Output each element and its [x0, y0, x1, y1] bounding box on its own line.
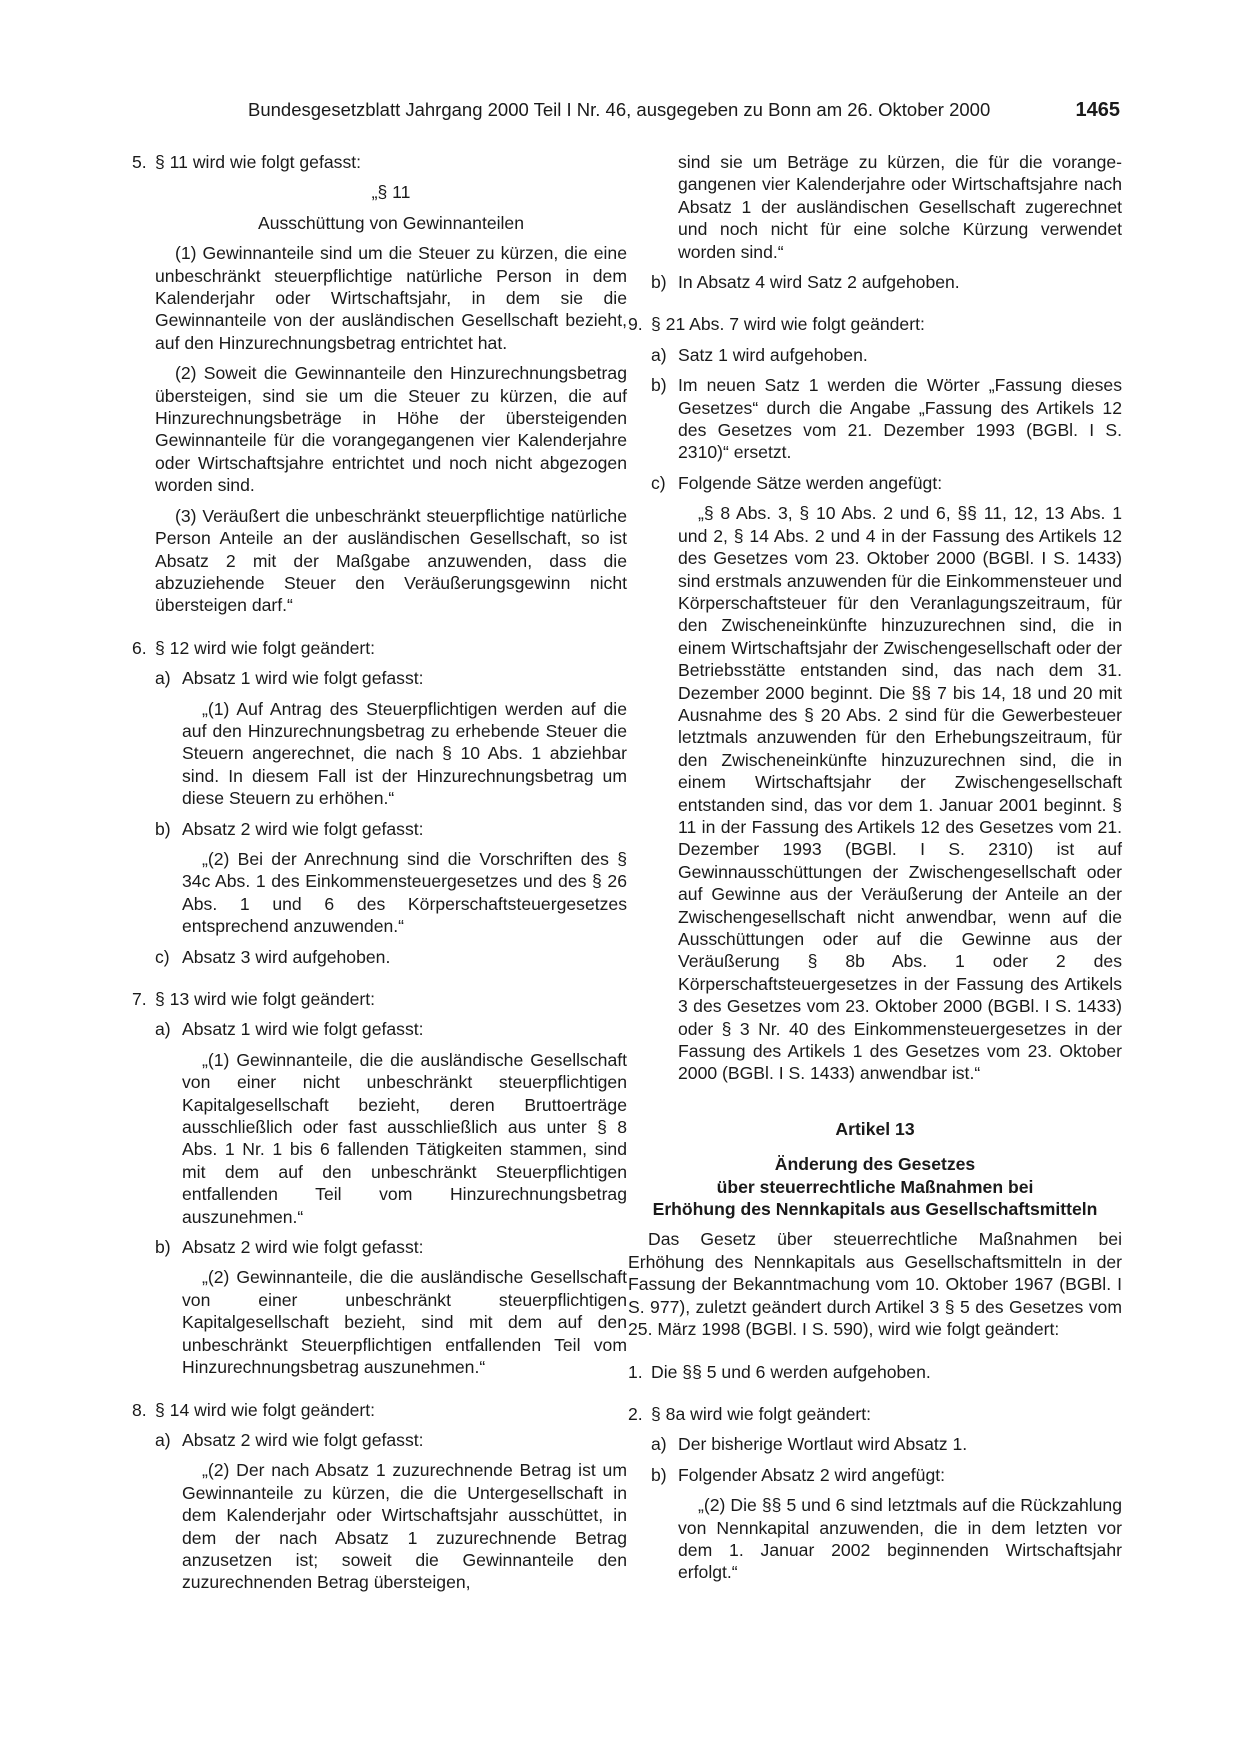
item-9 — [628, 313, 1122, 335]
item-text: § 12 wird wie folgt geändert: — [155, 637, 376, 658]
subitem-label: a) — [155, 1429, 171, 1450]
subitem-a — [132, 1018, 627, 1040]
subitem-text: In Absatz 4 wird Satz 2 aufgehoben. — [678, 272, 960, 293]
quoted-text: „(2) Der nach Absatz 1 zuzurechnende Betrag ist um Gewinnanteile zu kürzen, die die Untergesellschaft in dem Kalenderjahr oder Wirtschaftsjahr ausschüttet, in dem der nach Absatz 1 zuzurechnende Betrag anzusetzen ist; soweit die Gewinnanteile den zuzurechnenden Betrag übersteigen, — [182, 1460, 627, 1593]
subitem-b — [628, 1464, 1122, 1486]
subitem-b — [132, 1236, 627, 1258]
art13-item-2 — [628, 1403, 1122, 1425]
page-header — [248, 99, 1120, 129]
subitem-label: a) — [651, 1434, 667, 1455]
subitem-text: Absatz 3 wird aufgehoben. — [182, 946, 391, 967]
section-11-abs-2: (2) Soweit die Gewinnanteile den Hinzurechnungsbetrag übersteigen, sind sie um die Steuer zu kürzen, die auf Hinzurechnungsbeträge in Höhe der übersteigenden Gewinnanteile für die vorangegangenen vier Kalenderjahre oder Wirtschaftsjahre entrichtet und noch nicht abgezogen worden sind. — [155, 363, 627, 496]
item-7 — [132, 988, 627, 1010]
subitem-text: Absatz 1 wird wie folgt gefasst: — [182, 668, 424, 689]
item-8 — [132, 1399, 627, 1421]
quoted-text: „(2) Die §§ 5 und 6 sind letztmals auf die Rückzahlung von Nennkapital anzuwenden, die in dem letzten vor dem 1. Januar 2002 beginnenden Wirtschaftsjahr erfolgt.“ — [678, 1495, 1122, 1583]
item-number: 8. — [132, 1399, 147, 1420]
subitem-a — [628, 344, 1122, 366]
item-number: 5. — [132, 152, 147, 172]
article-label: Artikel 13 — [835, 1118, 915, 1139]
quoted-text: „(2) Gewinnanteile, die die ausländische Gesellschaft von einer unbeschränkt steuerpflichtigen Kapitalgesellschaft bezieht, sind mit dem auf den unbeschränkt Steuerpflichtigen entfallenden Teil vom Hinzurechnungsbetrag auszunehmen.“ — [182, 1267, 627, 1378]
subitem-label: b) — [651, 375, 667, 396]
subitem-a — [132, 667, 627, 689]
subitem-label: c) — [651, 472, 666, 493]
page-number: 1465 — [1075, 99, 1120, 121]
subitem-text: Absatz 2 wird wie folgt gefasst: — [182, 818, 424, 839]
item-number: 6. — [132, 637, 147, 658]
subitem-c — [628, 472, 1122, 494]
article-title-line-1: Änderung des Gesetzes — [774, 1154, 976, 1175]
item-5 — [132, 151, 627, 173]
paragraph-heading: Ausschüttung von Gewinnanteilen — [257, 212, 525, 233]
subitem-text: Satz 1 wird aufgehoben. — [678, 344, 868, 365]
item-number: 9. — [628, 314, 643, 335]
item-text: Die §§ 5 und 6 werden aufgehoben. — [651, 1361, 931, 1382]
subitem-label: b) — [155, 1237, 171, 1258]
subitem-c — [132, 946, 627, 968]
subitem-b — [628, 374, 1122, 464]
subitem-a — [132, 1429, 627, 1451]
article-title-line-2: über steuerrechtliche Maßnahmen bei — [716, 1176, 1034, 1197]
quoted-text: „§ 8 Abs. 3, § 10 Abs. 2 und 6, §§ 11, 12, 13 Abs. 1 und 2, § 14 Abs. 2 und 4 in der Fassung des Artikels 12 des Gesetzes vom 23. Oktober 2000 (BGBl. I S. 1433) sind erstmals anzuwenden für die Einkommensteuer und Körperschaftsteuer für den Veranlagungszeitraum, für den Zwischeneinkünfte hinzuzurechnen sind, die in einem Wirtschaftsjahr der Zwischengesellschaft oder der Betriebsstätte entstanden sind, das nach dem 31. Dezember 2000 beginnt. Die §§ 7 bis 14, 18 und 20 mit Ausnahme des § 20 Abs. 2 sind für die Gewerbesteuer letztmals anzuwenden für den Erhebungszeitraum, für den Zwischeneinkünfte hinzuzurechnen sind, die in einem Wirtschaftsjahr der Zwischengesellschaft entstanden sind, das vor dem 1. Januar 2001 beginnt. § 11 in der Fassung des Artikels 12 des Gesetzes vom 21. Dezember 1993 (BGBl. I S. 2310) ist auf Gewinnausschüttungen der Zwischengesellschaft oder auf Gewinne aus der Veräußerung der Anteile an der Zwischengesellschaft nicht anwendbar, wenn auf die Ausschüttungen oder auf die Gewinne aus der Veräußerung § 8b Abs. 1 oder 2 des Körperschaftsteuergesetzes in der Fassung des Artikels 3 des Gesetzes vom 23. Oktober 2000 (BGBl. I S. 1433) oder § 3 Nr. 40 des Einkommensteuergesetzes in der Fassung des Artikels 1 des Gesetzes vom 23. Oktober 2000 (BGBl. I S. 1433) anwendbar ist.“ — [678, 503, 1122, 1084]
subitem-text: Absatz 2 wird wie folgt gefasst: — [182, 1429, 424, 1450]
subitem-text: Absatz 1 wird wie folgt gefasst: — [182, 1019, 424, 1040]
subitem-text: Der bisherige Wortlaut wird Absatz 1. — [678, 1434, 968, 1455]
left-column — [132, 151, 627, 1594]
subitem-b — [628, 271, 1122, 293]
item-number: 7. — [132, 989, 147, 1009]
subitem-text: Absatz 2 wird wie folgt gefasst: — [182, 1237, 424, 1258]
section-11-abs-3: (3) Veräußert die unbeschränkt steuerpflichtige natürliche Person Anteile an der ausländischen Gesellschaft, so ist Absatz 2 mit der Maßgabe anzuwenden, dass die abzuziehende Steuer den Veräußerungsgewinn nicht übersteigen darf.“ — [155, 505, 627, 616]
item-text: § 14 wird wie folgt geändert: — [155, 1399, 376, 1420]
subitem-label: b) — [155, 818, 171, 839]
subitem-b — [132, 818, 627, 840]
paragraph-title: „§ 11 — [371, 182, 411, 203]
item-text: § 11 wird wie folgt gefasst: — [155, 152, 362, 172]
quoted-text: „(2) Bei der Anrechnung sind die Vorschriften des § 34c Abs. 1 des Einkommensteuergesetzes und des § 26 Abs. 1 und 6 des Körperschaftsteuergesetzes entsprechend anzuwenden.“ — [182, 848, 627, 937]
art13-item-1 — [628, 1361, 1122, 1383]
subitem-text: Folgende Sätze werden angefügt: — [678, 472, 943, 493]
subitem-text: Folgender Absatz 2 wird angefügt: — [678, 1464, 946, 1485]
quoted-text-continued: sind sie um Beträge zu kürzen, die für die vorangegangenen vier Kalenderjahre oder Wirtschaftsjahre nach Absatz 1 der ausländischen Gesellschaft zugerechnet und noch nicht für eine solche Kürzung verwendet worden sind.“ — [678, 152, 1122, 262]
item-6 — [132, 637, 627, 659]
subitem-label: b) — [651, 1464, 667, 1485]
item-text: § 8a wird wie folgt geändert: — [651, 1403, 872, 1424]
subitem-label: c) — [155, 946, 170, 967]
right-column — [628, 151, 1122, 1584]
subitem-text: Im neuen Satz 1 werden die Wörter „Fassung dieses Gesetzes“ durch die Angabe „Fassung des Artikels 12 des Gesetzes vom 21. Dezember 1993 (BGBl. I S. 2310)“ ersetzt. — [678, 375, 1122, 463]
subitem-a — [628, 1433, 1122, 1455]
gazette-title: Bundesgesetzblatt Jahrgang 2000 Teil I Nr. 46, ausgegeben zu Bonn am 26. Oktober 2000 — [248, 99, 991, 120]
item-text: § 13 wird wie folgt geändert: — [155, 989, 376, 1009]
subitem-label: a) — [651, 344, 667, 365]
subitem-label: a) — [155, 1019, 171, 1040]
quoted-text: „(1) Gewinnanteile, die die ausländische Gesellschaft von einer nicht unbeschränkt steuerpflichtigen Kapitalgesellschaft bezieht, deren Bruttoerträge ausschließlich oder fast ausschließlich aus unter § 8 Abs. 1 Nr. 1 bis 6 fallenden Tätigkeiten stammen, sind mit dem auf den unbeschränkt Steuerpflichtigen entfallenden Teil vom Hinzurechnungsbetrag auszunehmen.“ — [182, 1049, 627, 1227]
subitem-label: b) — [651, 272, 667, 293]
item-text: § 21 Abs. 7 wird wie folgt geändert: — [651, 314, 925, 335]
section-11-abs-1: (1) Gewinnanteile sind um die Steuer zu kürzen, die eine unbeschränkt steuerpflichtige natürliche Person in dem Kalenderjahr oder Wirtschaftsjahr, in dem sie die Gewinnanteile von der ausländischen Gesellschaft bezieht, auf den Hinzurechnungsbetrag entrichtet hat. — [155, 243, 627, 353]
item-number: 1. — [628, 1361, 643, 1382]
article-title-line-3: Erhöhung des Nennkapitals aus Gesellschaftsmitteln — [652, 1199, 1098, 1220]
item-number: 2. — [628, 1403, 643, 1424]
quoted-text: „(1) Auf Antrag des Steuerpflichtigen werden auf die auf den Hinzurechnungsbetrag zu erhebende Steuer die Steuern angerechnet, die nach § 10 Abs. 1 abziehbar sind. In diesem Fall ist der Hinzurechnungsbetrag um diese Steuern zu erhöhen.“ — [182, 698, 627, 809]
subitem-label: a) — [155, 668, 171, 689]
article-intro: Das Gesetz über steuerrechtliche Maßnahmen bei Erhöhung des Nennkapitals aus Gesellschaftsmitteln in der Fassung der Bekanntmachung vom 10. Oktober 1967 (BGBl. I S. 977), zuletzt geändert durch Artikel 3 § 5 des Gesetzes vom 25. März 1998 (BGBl. I S. 590), wird wie folgt geändert: — [628, 1229, 1122, 1340]
